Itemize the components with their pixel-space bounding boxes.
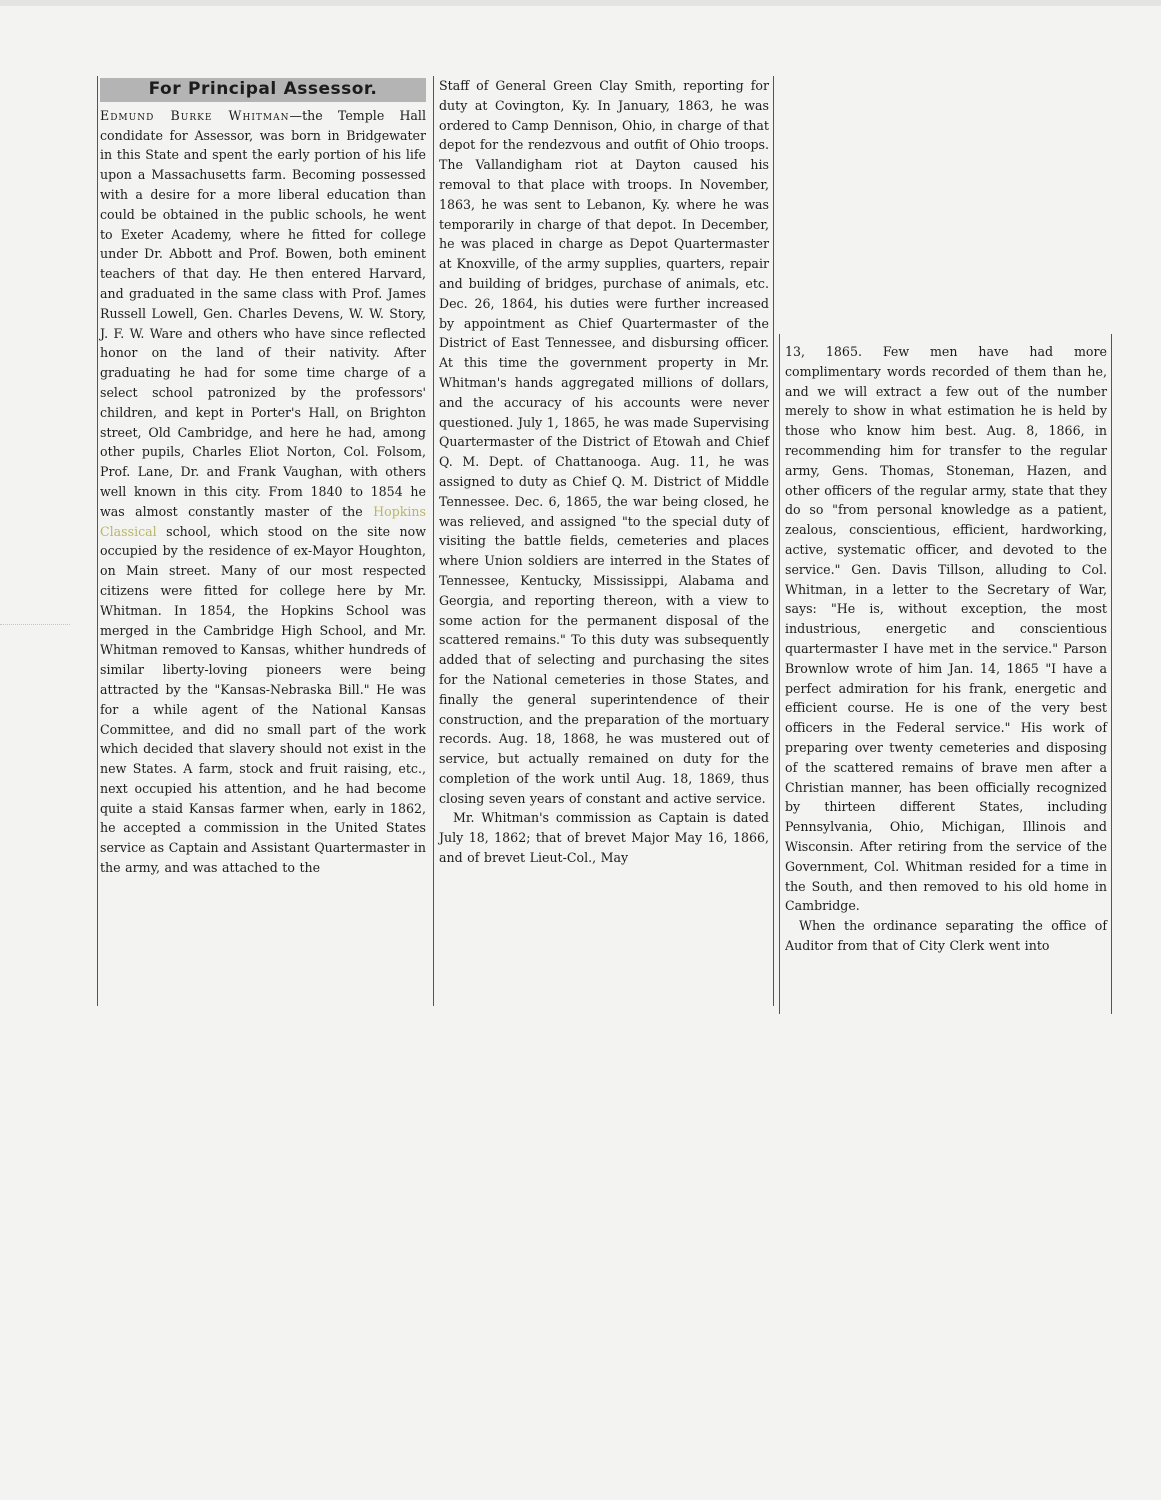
subject-name: Edmund Burke Whitman [100,107,290,123]
article-column-3 [779,334,1112,1014]
article-paragraph: Mr. Whitman's commission as Captain is dated July 18, 1862; that of brevet Major May 16, 1866, and of brevet Lieut-Col., May [439,810,769,866]
paragraph-text-continued: school, which stood on the site now occupied by the residence of ex-Mayor Houghton, on Main street. Many of our most respected citizens were fitted for college here by Mr. Whitman. In 1854, the Hopkins School was merged in the Cambridge High School, and Mr. Whitman removed to Kansas, whither hundreds of similar liberty-loving pioneers were being attracted by the "Kansas-Nebraska Bill." He was for a while agent of the National Kansas Committee, and did no small part of the work which decided that slavery should not exist in the new States. A farm, stock and fruit raising, etc., next occupied his attention, and he had become quite a staid Kansas farmer when, early in 1862, he accepted a commission in the United States service as Captain and Assistant Quartermaster in the army, and was attached to the [100,523,426,876]
article-column-1 [97,76,426,1006]
article-paragraph: When the ordinance separating the office of Auditor from that of City Clerk went into [785,918,1107,953]
scan-edge [0,0,1161,6]
article-paragraph [100,106,426,878]
article-heading: For Principal Assessor. [100,78,426,102]
highlighted-text: Hopkins Classical [100,503,426,539]
article-paragraph: 13, 1865. Few men have had more complimentary words recorded of them than he, and we will extract a few out of the number merely to show in what estimation he is held by those who know him best. Aug. 8, 1866, in recommending him for transfer to the regular army, Gens. Thomas, Stoneman, Hazen, and other officers of the regular army, state that they do so "from personal knowledge as a patient, zealous, conscientious, efficient, hardworking, active, systematic officer, and devoted to the service." Gen. Davis Tillson, alluding to Col. Whitman, in a letter to the Secretary of War, says: "He is, without exception, the most industrious, energetic and conscientious quartermaster I have met in the service." Parson Brownlow wrote of him Jan. 14, 1865 "I have a perfect admiration for his frank, energetic and efficient course. He is one of the very best officers in the Federal service." His work of preparing over twenty cemeteries and disposing of the scattered remains of brave men after a Christian manner, has been officially recognized by thirteen different States, including Pennsylvania, Ohio, Michigan, Illinois and Wisconsin. After retiring from the service of the Government, Col. Whitman resided for a time in the South, and then removed to his old home in Cambridge. [785,344,1107,914]
paragraph-text: —the Temple Hall condidate for Assessor, was born in Bridgewater in this State and spent the early portion of his life upon a Massachusetts farm. Becoming possessed with a desire for a more liberal education than could be obtained in the public schools, he went to Exeter Academy, where he fitted for college under Dr. Abbott and Prof. Bowen, both eminent teachers of that day. He then entered Harvard, and graduated in the same class with Prof. James Russell Lowell, Gen. Charles Devens, W. W. Story, J. F. W. Ware and others who have since reflected honor on the land of their nativity. After graduating he had for some time charge of a select school patronized by the professors' children, and kept in Porter's Hall, on Brighton street, Old Cambridge, and here he had, among other pupils, Charles Eliot Norton, Col. Folsom, Prof. Lane, Dr. and Frank Vaughan, with others well known in this city. From 1840 to 1854 he was almost constantly master of the [100,107,426,519]
scan-artifact [0,624,70,637]
article-paragraph: Staff of General Green Clay Smith, reporting for duty at Covington, Ky. In January, 1863, he was ordered to Camp Dennison, Ohio, in charge of that depot for the rendezvous and outfit of Ohio troops. The Vallandigham riot at Dayton caused his removal to that place with troops. In November, 1863, he was sent to Lebanon, Ky. where he was temporarily in charge of that depot. In December, he was placed in charge as Depot Quartermaster at Knoxville, of the army supplies, quarters, repair and building of bridges, purchase of animals, etc. Dec. 26, 1864, his duties were further increased by appointment as Chief Quartermaster of the District of East Tennessee, and disbursing officer. At this time the government property in Mr. Whitman's hands aggregated millions of dollars, and the accuracy of his accounts were never questioned. July 1, 1865, he was made Supervising Quartermaster of the District of Etowah and Chief Q. M. Dept. of Chattanooga. Aug. 11, he was assigned to duty as Chief Q. M. District of Middle Tennessee. Dec. 6, 1865, the war being closed, he was relieved, and assigned "to the special duty of visiting the battle fields, cemeteries and places where Union soldiers are interred in the States of Tennessee, Kentucky, Mississippi, Alabama and Georgia, and reporting thereon, with a view to some action for the permanent disposal of the scattered remains." To this duty was subsequently added that of selecting and purchasing the sites for the National cemeteries in those States, and finally the general superintendence of their construction, and the preparation of the mortuary records. Aug. 18, 1868, he was mustered out of service, but actually remained on duty for the completion of the work until Aug. 18, 1869, thus closing seven years of constant and active service. [439,78,769,806]
article-column-2 [433,76,774,1006]
